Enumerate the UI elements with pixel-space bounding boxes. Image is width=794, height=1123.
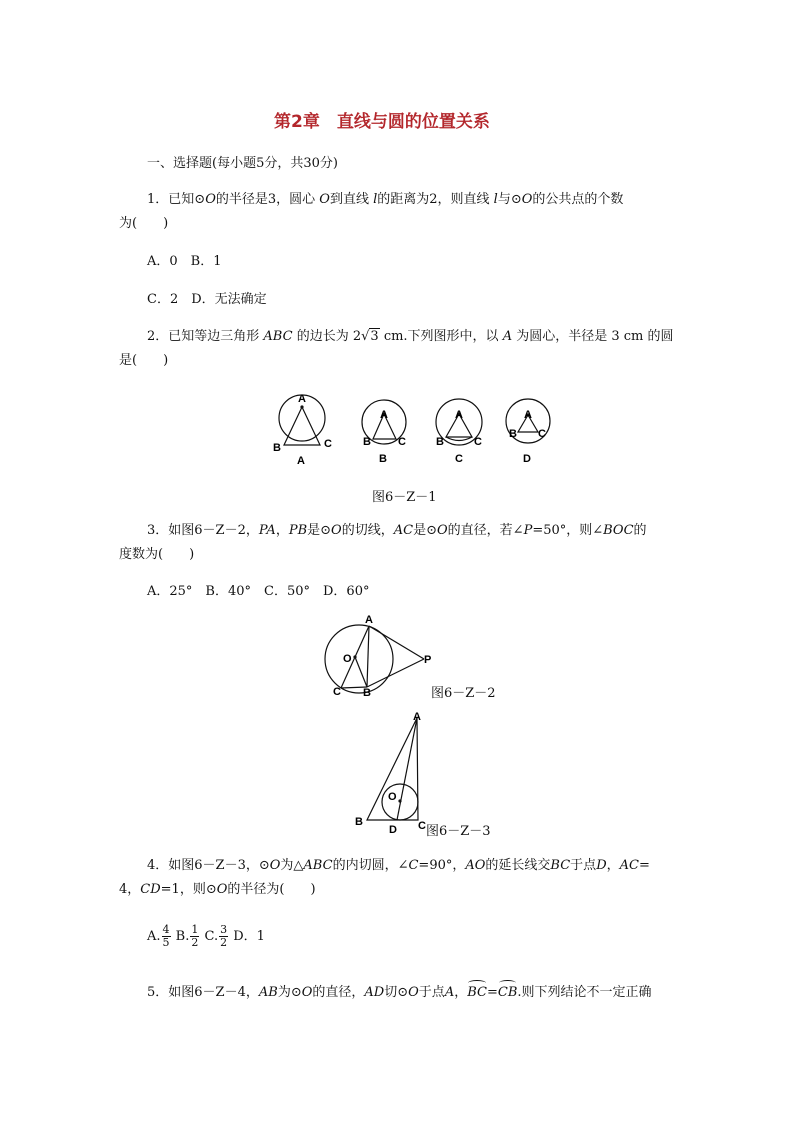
fig3-label-b: B bbox=[355, 816, 363, 828]
option-a-vertex-a: A bbox=[298, 393, 306, 405]
figure-6-z-1 bbox=[260, 385, 560, 470]
fig2-label-p: P bbox=[424, 654, 432, 666]
q2-line2: 是( ) bbox=[119, 353, 169, 368]
fig3-label-d: D bbox=[389, 824, 397, 836]
fig2-chord-ab bbox=[367, 626, 369, 687]
fig2-tangent-pa bbox=[369, 626, 424, 659]
option-b-figure bbox=[362, 400, 406, 465]
option-a-figure bbox=[273, 393, 332, 467]
fig3-label-o: O bbox=[388, 791, 397, 803]
fig2-label-a: A bbox=[365, 614, 373, 626]
q2-line1: 2．已知等边三角形 ABC 的边长为 2√3 cm.下列图形中，以 A 为圆心，半径是 3 cm 的圆 bbox=[147, 329, 674, 344]
figure-6-z-2-caption: 图6－Z－2 bbox=[431, 686, 496, 701]
option-a-label: A bbox=[297, 455, 305, 467]
option-d-vertex-c: C bbox=[538, 428, 546, 440]
q4-line2: 4，CD=1，则⊙O的半径为( ) bbox=[119, 882, 316, 897]
q3-line1: 3．如图6－Z－2，PA，PB是⊙O的切线，AC是⊙O的直径，若∠P=50°，则∠BOC的 bbox=[147, 523, 647, 538]
fig3-triangle bbox=[367, 718, 418, 820]
q4-fraction-c: $\frac{3}{2}$ bbox=[220, 923, 228, 949]
q1-options-row1: A．0 B．1 bbox=[147, 254, 222, 269]
arc-cb: CB bbox=[498, 983, 518, 1003]
fig3-center-dot bbox=[398, 799, 401, 802]
q4-line1: 4．如图6－Z－3，⊙O为△ABC的内切圆，∠C=90°，AO的延长线交BC于点D，AC= bbox=[147, 858, 650, 873]
q4-fraction-a: $\frac{4}{5}$ bbox=[162, 923, 170, 949]
q3-options: A．25° B．40° C．50° D．60° bbox=[147, 584, 370, 599]
fig2-tangent-pb bbox=[367, 659, 424, 687]
q5-line1: 5．如图6－Z－4，AB为⊙O的直径，AD切⊙O于点A，BC=CB.则下列结论不一定正确 bbox=[147, 983, 652, 1003]
option-c-vertex-a: A bbox=[455, 409, 463, 421]
option-c-figure bbox=[436, 399, 482, 465]
q4-options: A. $\frac{4}{5}$ B. $\frac{1}{2}$ C. $\frac{3}{2}$ D．1 bbox=[147, 923, 265, 949]
fig2-segment-ob bbox=[355, 657, 367, 687]
q3-line2: 度数为( ) bbox=[119, 547, 195, 562]
figure-6-z-1-caption: 图6－Z－1 bbox=[372, 490, 437, 505]
figure-6-z-2 bbox=[318, 612, 438, 702]
fig2-center-dot bbox=[353, 655, 356, 658]
option-d-vertex-b: B bbox=[509, 428, 517, 440]
page-title: 第2章 直线与圆的位置关系 bbox=[274, 112, 490, 132]
option-a-vertex-b: B bbox=[273, 442, 281, 454]
option-d-label: D bbox=[523, 453, 531, 465]
fig3-label-a: A bbox=[413, 711, 421, 723]
option-c-label: C bbox=[455, 453, 463, 465]
option-d-figure bbox=[506, 399, 550, 465]
q1-line1: 1．已知⊙O的半径是3，圆心 O到直线 l的距离为2，则直线 l与⊙O的公共点的个数 bbox=[147, 192, 624, 207]
section-header: 一、选择题(每小题5分，共30分) bbox=[147, 156, 338, 171]
fig2-label-b: B bbox=[363, 687, 371, 699]
option-a-vertex-c: C bbox=[324, 438, 332, 450]
figure-6-z-3-caption: 图6－Z－3 bbox=[426, 824, 491, 839]
fig3-segment-ad bbox=[397, 718, 417, 820]
option-b-label: B bbox=[379, 453, 387, 465]
q1-options-row2: C．2 D．无法确定 bbox=[147, 292, 267, 307]
q4-fraction-b: $\frac{1}{2}$ bbox=[191, 923, 199, 949]
q1-line2: 为( ) bbox=[119, 216, 169, 231]
figure-6-z-3 bbox=[350, 708, 440, 838]
option-c-vertex-c: C bbox=[474, 436, 482, 448]
option-b-vertex-a: A bbox=[380, 409, 388, 421]
option-d-vertex-a: A bbox=[524, 409, 532, 421]
fig2-label-c: C bbox=[333, 686, 341, 698]
option-a-triangle bbox=[284, 407, 320, 445]
fig3-label-c: C bbox=[418, 820, 426, 832]
arc-bc: BC bbox=[467, 983, 487, 1003]
fig2-circle bbox=[325, 625, 393, 693]
option-c-vertex-b: B bbox=[436, 436, 444, 448]
option-b-vertex-b: B bbox=[363, 436, 371, 448]
option-a-center-dot bbox=[300, 405, 303, 408]
option-b-vertex-c: C bbox=[398, 436, 406, 448]
fig2-label-o: O bbox=[343, 653, 352, 665]
